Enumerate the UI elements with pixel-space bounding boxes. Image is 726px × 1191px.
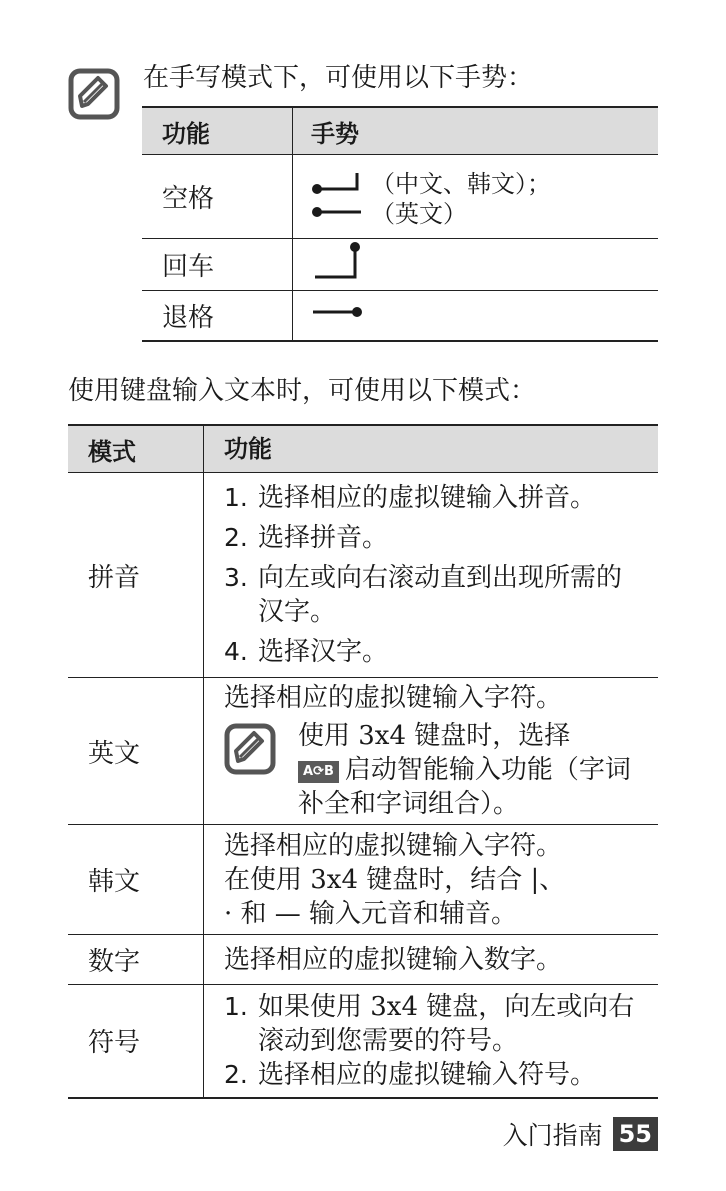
gesture-space-english-label: （英文） (371, 200, 467, 228)
mode-row-korean (68, 825, 658, 935)
gesture-row-backspace (142, 291, 658, 341)
mode-header-mode: 模式 (68, 425, 204, 473)
symbol-steps (224, 990, 658, 1092)
mode-row-symbol (68, 985, 658, 1098)
space-gesture-chinese-icon (311, 167, 363, 197)
mode-row-english (68, 678, 658, 825)
gesture-space-chinese (311, 167, 658, 197)
mode-row-number (68, 935, 658, 985)
smart-input-key-icon: A⟳B (298, 761, 339, 783)
enter-gesture-icon (311, 239, 363, 283)
list-item: 4. 选择汉字。 (224, 637, 389, 667)
korean-line-2: 在使用 3x4 键盘时，结合 |、 (224, 864, 566, 895)
footer-section: 入门指南 (502, 1121, 603, 1150)
gesture-row-space (142, 155, 658, 239)
mode-pinyin: 拼音 (68, 473, 204, 678)
gesture-header-function: 功能 (142, 107, 293, 155)
gesture-header-gesture: 手势 (293, 107, 659, 155)
korean-line-3: · 和 — 输入元音和辅音。 (224, 898, 518, 929)
english-note-text: 使用 3x4 键盘时，选择 A⟳B 启动智能输入功能（字词补全和字词组合）。 (298, 721, 631, 819)
gesture-function-backspace: 退格 (142, 291, 293, 341)
english-text: 选择相应的虚拟键输入字符。 (224, 683, 563, 713)
list-item: 2. 选择相应的虚拟键输入符号。 (224, 1059, 597, 1090)
page-footer (503, 1116, 658, 1152)
mode-header-function: 功能 (204, 425, 659, 473)
number-text: 选择相应的虚拟键输入数字。 (224, 944, 563, 975)
gesture-space-chinese-label: （中文、韩文）； (371, 170, 551, 198)
mode-korean: 韩文 (68, 825, 204, 935)
pinyin-steps (224, 481, 658, 669)
mode-english: 英文 (68, 678, 204, 825)
handwriting-intro: 在手写模式下，可使用以下手势： (143, 63, 534, 93)
english-note (224, 719, 658, 821)
note-icon (224, 723, 276, 775)
backspace-gesture-icon (311, 297, 367, 327)
gesture-row-enter (142, 239, 658, 291)
mode-number: 数字 (68, 935, 204, 985)
list-item: 1. 如果使用 3x4 键盘，向左或向右滚动到您需要的符号。 (224, 991, 635, 1056)
list-item: 2. 选择拼音。 (224, 523, 389, 553)
gesture-function-space: 空格 (142, 155, 293, 239)
mode-table (68, 424, 658, 1099)
gesture-table (142, 106, 658, 342)
gesture-space-english (311, 197, 658, 227)
list-item: 1. 选择相应的虚拟键输入拼音。 (224, 483, 597, 513)
korean-line-1: 选择相应的虚拟键输入字符。 (224, 830, 563, 861)
gesture-function-enter: 回车 (142, 239, 293, 291)
mode-row-pinyin (68, 473, 658, 678)
note-icon (68, 68, 120, 120)
list-item: 3. 向左或向右滚动直到出现所需的汉字。 (224, 563, 623, 627)
keyboard-intro: 使用键盘输入文本时，可使用以下模式： (68, 376, 537, 406)
page-number: 55 (613, 1117, 658, 1151)
space-gesture-english-icon (311, 197, 363, 227)
mode-symbol: 符号 (68, 985, 204, 1098)
